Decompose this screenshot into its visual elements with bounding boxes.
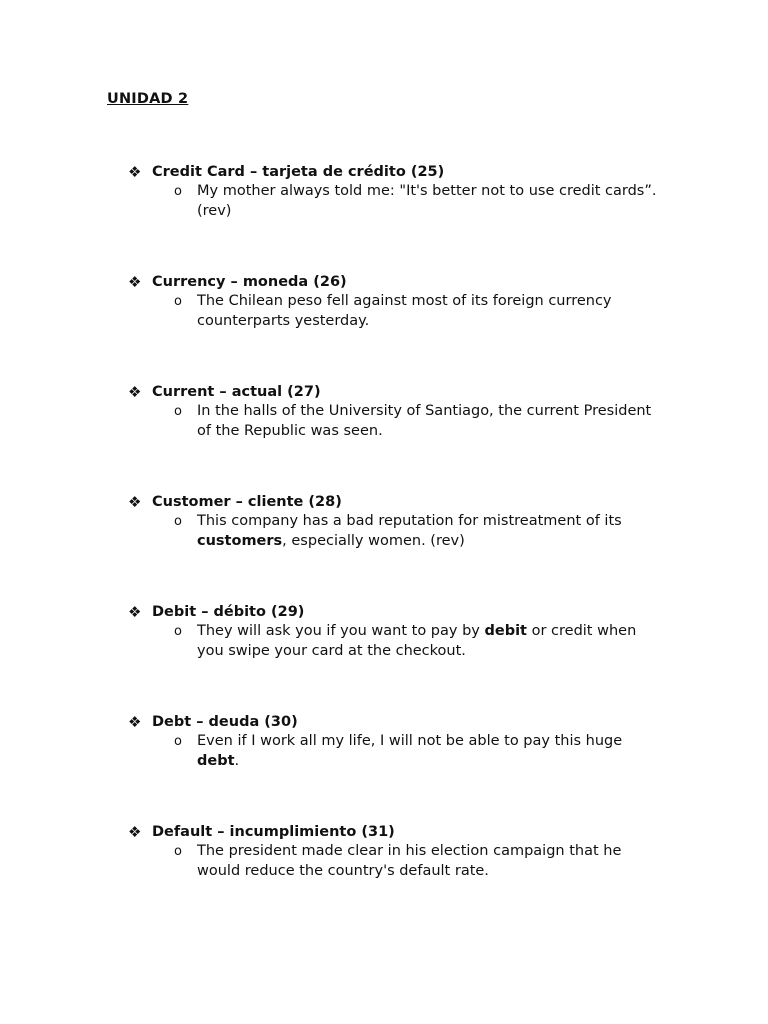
vocabulary-term: Default – incumplimiento (31): [152, 824, 395, 840]
diamond-bullet-icon: ❖: [128, 383, 142, 401]
vocabulary-entry: [0, 493, 768, 603]
example-sentence: [197, 512, 667, 551]
vocabulary-entry: [0, 383, 768, 493]
circle-bullet-icon: o: [174, 294, 182, 309]
vocabulary-term: Debit – débito (29): [152, 604, 305, 620]
example-text: In the halls of the University of Santiago, the current President of the Republic was seen.: [197, 403, 652, 439]
example-sentence: [197, 622, 667, 661]
vocabulary-term: Customer – cliente (28): [152, 494, 342, 510]
diamond-bullet-icon: ❖: [128, 273, 142, 291]
example-text: , especially women. (rev): [282, 532, 465, 549]
example-sentence: [197, 732, 667, 771]
example-highlight: customers: [197, 532, 283, 549]
example-text: or credit when you swipe your card at the checkout.: [197, 623, 637, 659]
diamond-bullet-icon: ❖: [128, 713, 142, 731]
circle-bullet-icon: o: [174, 624, 182, 639]
page-title: UNIDAD 2: [107, 91, 189, 107]
diamond-bullet-icon: ❖: [128, 603, 142, 621]
vocabulary-entry: [0, 163, 768, 273]
example-sentence: [197, 292, 667, 331]
diamond-bullet-icon: ❖: [128, 163, 142, 181]
example-highlight: debit: [484, 623, 527, 639]
diamond-bullet-icon: ❖: [128, 823, 142, 841]
example-text: Even if I work all my life, I will not be able to pay this huge: [197, 733, 623, 749]
example-text: My mother always told me: "It's better not to use credit cards”. (rev): [197, 183, 657, 219]
vocabulary-term: Credit Card – tarjeta de crédito (25): [152, 164, 445, 180]
circle-bullet-icon: o: [174, 184, 182, 199]
vocabulary-entry: [0, 273, 768, 383]
vocabulary-list: [0, 163, 768, 933]
circle-bullet-icon: o: [174, 844, 182, 859]
example-sentence: [197, 402, 667, 441]
vocabulary-term: Current – actual (27): [152, 384, 321, 400]
circle-bullet-icon: o: [174, 404, 182, 419]
vocabulary-entry: [0, 713, 768, 823]
example-highlight: debt: [197, 752, 235, 769]
circle-bullet-icon: o: [174, 734, 182, 749]
diamond-bullet-icon: ❖: [128, 493, 142, 511]
example-sentence: [197, 182, 667, 221]
example-text: .: [234, 752, 240, 769]
vocabulary-entry: [0, 823, 768, 933]
example-text: They will ask you if you want to pay by: [197, 623, 485, 639]
vocabulary-term: Debt – deuda (30): [152, 714, 298, 730]
example-text: The Chilean peso fell against most of its foreign currency counterparts yesterday.: [197, 293, 612, 329]
example-sentence: [197, 842, 667, 881]
circle-bullet-icon: o: [174, 514, 182, 529]
example-text: The president made clear in his election campaign that he would reduce the country's default rate.: [197, 843, 622, 879]
example-text: This company has a bad reputation for mistreatment of its: [197, 513, 622, 529]
vocabulary-entry: [0, 603, 768, 713]
vocabulary-term: Currency – moneda (26): [152, 274, 347, 290]
